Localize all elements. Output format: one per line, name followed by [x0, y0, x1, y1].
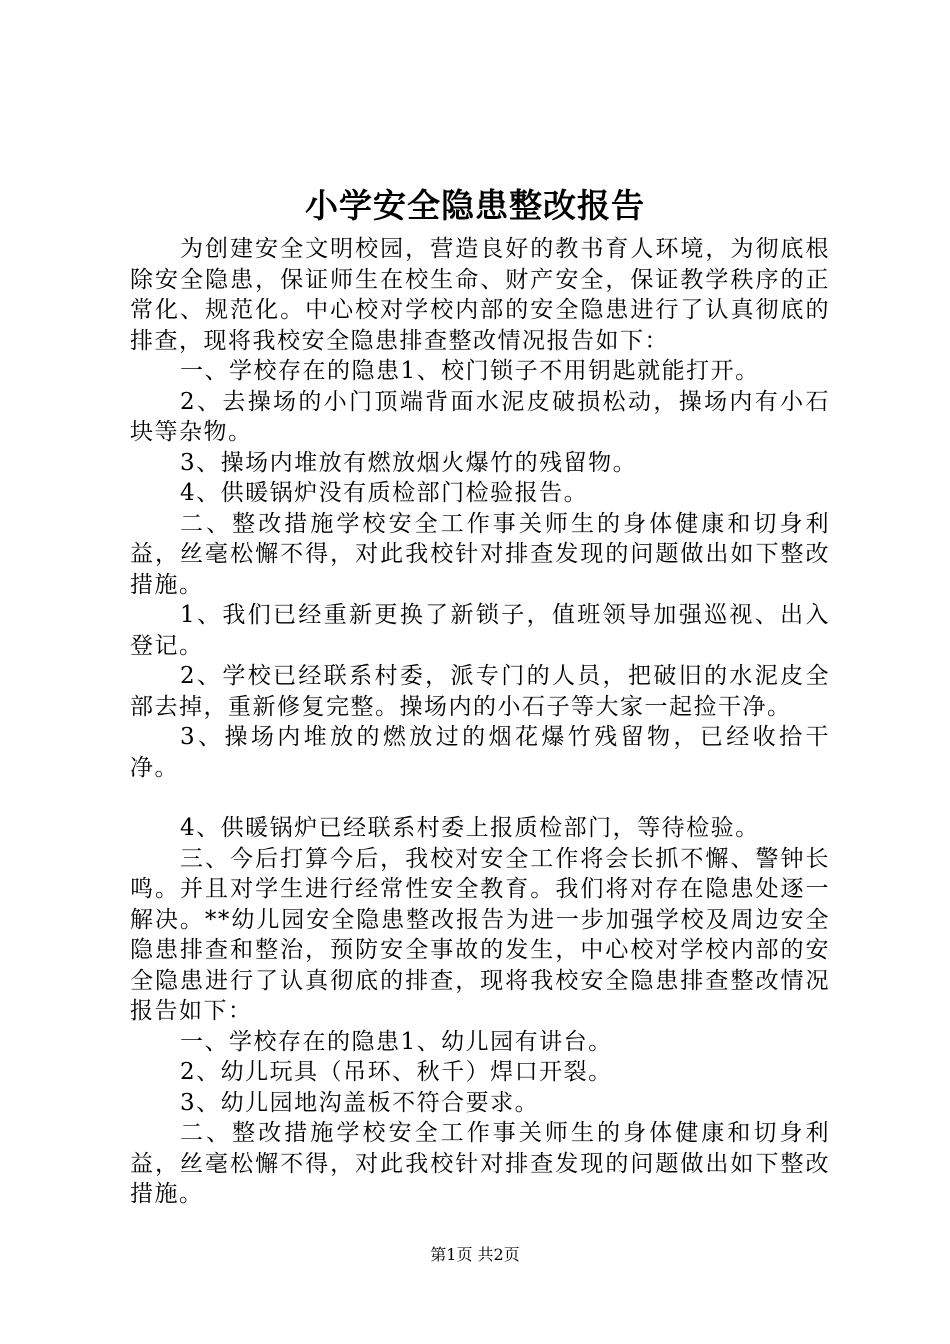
page-footer: 第1页 共2页 [430, 1245, 520, 1264]
paragraph-hazard-4: 4、供暖锅炉没有质检部门检验报告。 [180, 480, 589, 506]
paragraph-kindergarten-hazard-2: 2、幼儿玩具（吊环、秋千）焊口开裂。 [180, 1059, 613, 1085]
paragraph-measure-3: 3、操场内堆放的燃放过的烟花爆竹残留物，已经收拾干净。 [130, 724, 830, 781]
paragraph-future-plans: 三、今后打算今后，我校对安全工作将会长抓不懈、警钟长鸣。并且对学生进行经常性安全教育。我们将对存在隐患处逐一解决。**幼儿园安全隐患整改报告为进一步加强学校及周边安全隐患排查和整治，预防安全事故的发生，中心校对学校内部的安全隐患进行了认真彻底的排查，现将我校安全隐患排查整改情况报告如下： [130, 845, 830, 1024]
document-body [130, 234, 830, 1210]
paragraph-measure-4: 4、供暖锅炉已经联系村委上报质检部门，等待检验。 [180, 815, 760, 841]
paragraph-hazard-1: 一、学校存在的隐患1、校门锁子不用钥匙就能打开。 [180, 358, 760, 384]
paragraph-measures-intro: 二、整改措施学校安全工作事关师生的身体健康和切身利益，丝毫松懈不得，对此我校针对排查发现的问题做出如下整改措施。 [130, 510, 830, 598]
paragraph-kindergarten-measures: 二、整改措施学校安全工作事关师生的身体健康和切身利益，丝毫松懈不得，对此我校针对排查发现的问题做出如下整改措施。 [130, 1120, 830, 1207]
paragraph-measure-2: 2、学校已经联系村委，派专门的人员，把破旧的水泥皮全部去掉，重新修复完整。操场内的小石子等大家一起捡干净。 [130, 663, 830, 720]
paragraph-hazard-2: 2、去操场的小门顶端背面水泥皮破损松动，操场内有小石块等杂物。 [130, 388, 830, 445]
paragraph-measure-1: 1、我们已经重新更换了新锁子，值班领导加强巡视、出入登记。 [130, 602, 830, 659]
document-title: 小学安全隐患整改报告 [305, 186, 645, 225]
paragraph-kindergarten-hazard-3: 3、幼儿园地沟盖板不符合要求。 [180, 1089, 540, 1116]
paragraph-kindergarten-hazard-1: 一、学校存在的隐患1、幼儿园有讲台。 [180, 1028, 613, 1055]
paragraph-hazard-3: 3、操场内堆放有燃放烟火爆竹的残留物。 [180, 449, 638, 476]
paragraph-intro: 为创建安全文明校园，营造良好的教书育人环境，为彻底根除安全隐患，保证师生在校生命、财产安全，保证教学秩序的正常化、规范化。中心校对学校内部的安全隐患进行了认真彻底的排查，现将我校安全隐患排查整改情况报告如下： [130, 236, 830, 354]
